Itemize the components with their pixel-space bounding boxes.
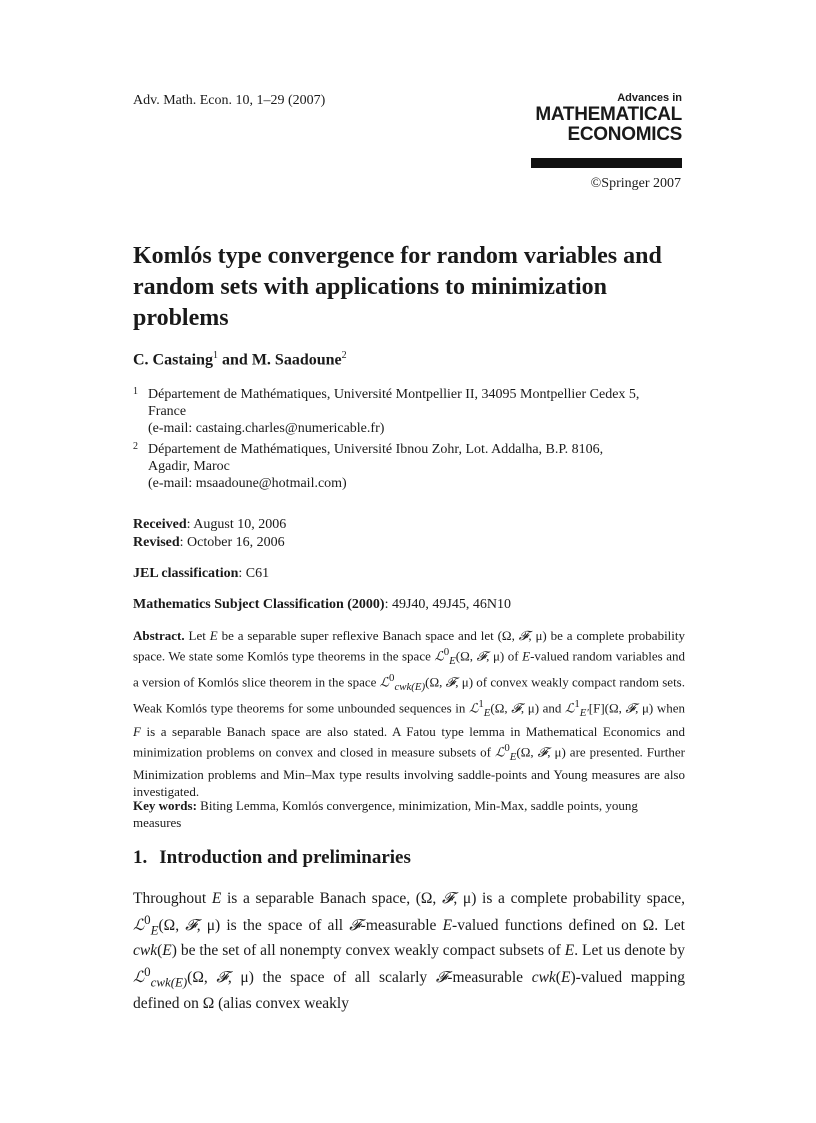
received-date: : August 10, 2006: [186, 517, 287, 532]
author-2: M. Saadoune: [251, 351, 342, 369]
math-symbol: ℒ: [494, 744, 505, 760]
affiliation-email: (e-mail: msaadoune@hotmail.com): [148, 476, 347, 491]
math-symbol: 𝓕: [435, 969, 448, 987]
abstract-label: Abstract.: [133, 628, 185, 643]
paper-title: Komlós type convergence for random variables and random sets with applications to minimization problems: [133, 243, 662, 331]
received-line: [133, 516, 286, 534]
text-fragment: (Ω,: [187, 969, 217, 987]
text-fragment: 0: [389, 672, 395, 685]
author-2-sup: 2: [341, 350, 347, 361]
text-fragment: Let: [184, 628, 210, 643]
keywords: [133, 797, 685, 831]
text-fragment: 0: [443, 646, 450, 659]
msc-value: : 49J40, 49J45, 46N10: [384, 597, 511, 612]
math-symbol: cwk(E): [394, 681, 426, 694]
authors: [133, 350, 347, 369]
math-symbol: E: [564, 942, 575, 960]
math-symbol: ℒ: [379, 674, 390, 690]
math-symbol: E: [449, 655, 456, 668]
msc-classification: [133, 596, 511, 614]
text-fragment: , μ) when: [635, 700, 686, 716]
math-symbol: 𝓕: [445, 674, 456, 690]
affiliation-country: France: [148, 404, 187, 419]
math-symbol: E: [483, 707, 491, 720]
affiliation-2: [133, 441, 685, 492]
math-symbol: E: [522, 648, 531, 664]
math-symbol: 𝓕: [349, 917, 361, 935]
math-symbol: ℒ: [434, 648, 444, 664]
journal-reference: Adv. Math. Econ. 10, 1–29 (2007): [133, 93, 326, 108]
revised-label: Revised: [133, 535, 180, 550]
math-symbol: E: [560, 969, 571, 987]
copyright: ©Springer 2007: [590, 176, 681, 191]
section-number: 1.: [133, 847, 148, 868]
text-fragment: (: [157, 942, 163, 960]
intro-paragraph: [133, 888, 685, 1014]
keywords-value: Biting Lemma, Komlós convergence, minimization, Min-Max, saddle points, young measures: [133, 798, 638, 830]
text-fragment: -measurable: [447, 969, 532, 987]
math-symbol: 𝓕: [518, 628, 529, 643]
received-label: Received: [133, 517, 187, 532]
brand-bar: [531, 158, 682, 168]
affiliation-country: Agadir, Maroc: [148, 459, 230, 474]
keywords-label: Key words:: [133, 798, 197, 813]
math-symbol: E: [162, 942, 172, 960]
text-fragment: is a separable Banach space, (Ω,: [221, 890, 442, 907]
jel-value: : C61: [238, 566, 270, 581]
math-symbol: E: [211, 890, 222, 907]
math-symbol: ℒ: [133, 969, 145, 987]
math-symbol: F: [133, 723, 141, 739]
math-symbol: cwk: [133, 942, 158, 960]
math-symbol: E: [209, 628, 218, 643]
jel-label: JEL classification: [133, 566, 239, 581]
math-symbol: 𝓕: [511, 700, 521, 716]
revised-line: [133, 534, 286, 552]
text-fragment: , μ) of: [486, 648, 523, 664]
text-fragment: )-valued mapping defined on Ω (alias convex weakly: [133, 969, 685, 1012]
math-symbol: 𝓕: [625, 700, 636, 716]
abstract: [133, 627, 685, 800]
text-fragment: (Ω,: [158, 917, 186, 935]
math-symbol: 𝓕: [216, 969, 228, 987]
affiliation-email: (e-mail: castaing.charles@numericable.fr): [148, 421, 385, 436]
text-fragment: 1: [574, 698, 580, 711]
math-symbol: E: [509, 750, 517, 763]
affiliation-line: Département de Mathématiques, Université Ibnou Zohr, Lot. Addalha, B.P. 8106,: [148, 442, 604, 457]
affiliation-number: 2: [133, 441, 138, 452]
text-fragment: is a separable Banach space are also stated. A Fatou type lemma in Mathematical Economics and minimization problems on convex and closed in measure subsets of: [133, 723, 685, 760]
text-fragment: (Ω,: [425, 674, 446, 690]
text-fragment: , μ) is a complete probability space,: [453, 890, 686, 907]
section-title: Introduction and preliminaries: [159, 847, 411, 868]
text-fragment: (Ω,: [490, 700, 512, 716]
brand-small-text: Advances in: [617, 92, 682, 104]
text-fragment: -valued functions defined on Ω. Let: [452, 917, 685, 935]
brand-line-2: ECONOMICS: [567, 124, 682, 145]
text-fragment: (Ω,: [516, 744, 538, 760]
text-fragment: , μ) be a complete probability space. We state some Komlós type theorems in the space: [133, 628, 686, 664]
math-symbol: cwk(E): [150, 974, 188, 990]
text-fragment: , μ) and: [520, 700, 565, 716]
text-fragment: . Let us denote by: [574, 942, 685, 960]
affiliation-1: [133, 386, 685, 437]
text-fragment: 0: [144, 964, 151, 980]
brand-line-1: MATHEMATICAL: [535, 104, 682, 125]
text-fragment: [F](Ω,: [588, 700, 626, 716]
math-symbol: ℒ: [564, 700, 575, 716]
msc-label: Mathematics Subject Classification (2000): [133, 597, 385, 612]
math-symbol: 𝓕: [185, 917, 197, 935]
math-symbol: E: [150, 922, 159, 938]
affiliation-number: 1: [133, 386, 138, 397]
affiliation-line: Département de Mathématiques, Université Montpellier II, 34095 Montpellier Cedex 5,: [148, 387, 640, 402]
text-fragment: 0: [144, 912, 151, 927]
math-symbol: 𝓕: [441, 890, 454, 907]
dates: [133, 516, 286, 552]
math-symbol: 𝓕: [476, 648, 487, 664]
jel-classification: [133, 565, 269, 583]
journal-brand: [535, 91, 682, 145]
text-fragment: -measurable: [360, 917, 443, 935]
math-symbol: cwk: [531, 969, 556, 987]
text-fragment: , μ) is the space of all: [196, 917, 350, 935]
math-symbol: 𝓕: [537, 744, 548, 760]
text-fragment: Throughout: [133, 890, 212, 907]
text-fragment: (Ω,: [455, 648, 477, 664]
section-heading: [133, 847, 411, 869]
math-symbol: E′: [579, 707, 589, 720]
text-fragment: , μ) are presented. Further Minimization problems and Min–Max type results involving saddle-points and Young measures are also investigated.: [133, 744, 685, 800]
authors-and: and: [218, 351, 252, 369]
revised-date: : October 16, 2006: [179, 535, 285, 550]
text-fragment: , μ) of convex weakly compact random sets. Weak Komlós type theorems for some unbounded sequences in: [133, 674, 685, 716]
author-1-sup: 1: [213, 350, 219, 361]
text-fragment: ) be the set of all nonempty convex weakly compact subsets of: [171, 942, 565, 960]
text-fragment: , μ) the space of all scalarly: [227, 969, 436, 987]
math-symbol: ℒ: [469, 700, 479, 716]
math-symbol: E: [442, 917, 453, 935]
author-1: C. Castaing: [133, 351, 214, 369]
text-fragment: -valued random variables and a version of Komlós slice theorem in the space: [133, 648, 685, 690]
text-fragment: be a separable super reflexive Banach space and let (Ω,: [217, 628, 519, 643]
text-fragment: 1: [478, 698, 484, 711]
text-fragment: 0: [504, 741, 510, 754]
math-symbol: ℒ: [133, 917, 145, 935]
text-fragment: (: [555, 969, 561, 987]
